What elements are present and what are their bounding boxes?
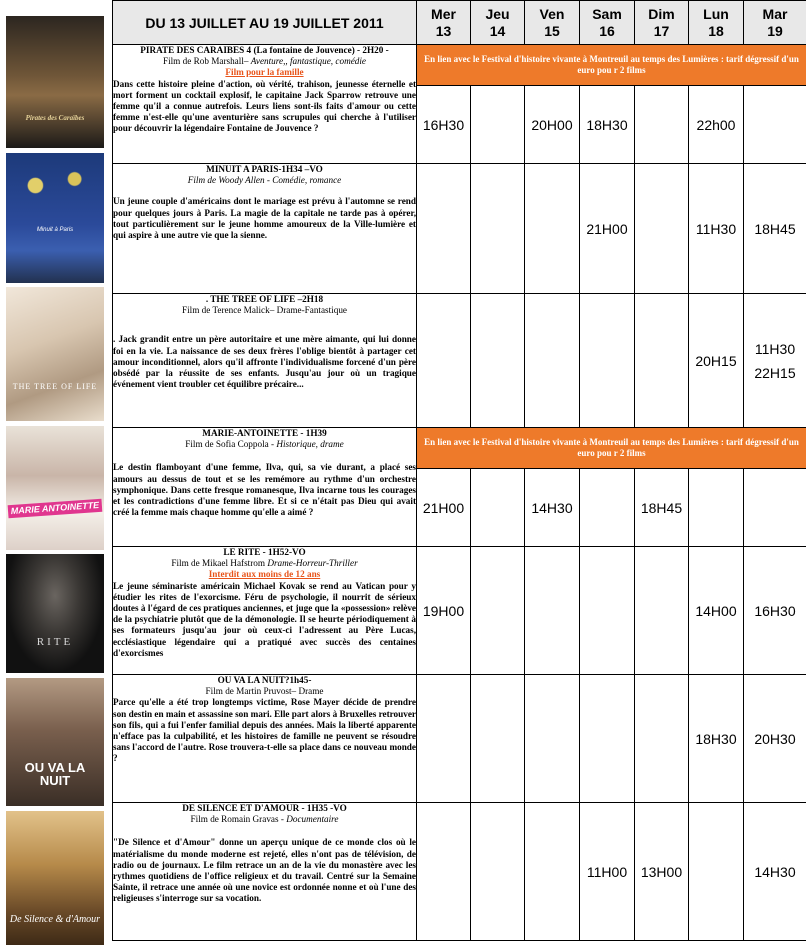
film-description	[113, 803, 417, 941]
film-synopsis: Dans cette histoire pleine d'action, où vérité, trahison, jeunesse éternelle et mort forment un cocktail explosif, le capitaine Jack Sparrow retrouve une femme qu'il a connue autrefois. Leurs liens sont-ils faits d'amour ou cette femme n'est-elle qu'une aventurière sans scrupules qui cherche à l'utiliser pour découvrir la légendaire Fontaine de Jouvence ?	[113, 78, 416, 134]
showtime: 11H00	[580, 803, 635, 941]
film-synopsis: Le destin flamboyant d'une femme, Ilva, qui, sa vie durant, a placé ses amours au dessus de tout et se les remémore au rythme d'un orchestre symphonique. Dans cette fresque romanesque, Ilva incarne tous les courages et les contradictions d'une femme libre. Et si ce n'était pas Dieu qui avait créé la femme mais chaque homme qu'elle a aimé ?	[113, 462, 416, 518]
showtime	[471, 294, 525, 428]
showtime	[635, 675, 689, 803]
film-note: Interdit aux moins de 12 ans	[208, 569, 321, 580]
poster-ou-va-la-nuit: OU VA LA NUIT	[6, 678, 104, 806]
showtime	[580, 675, 635, 803]
showtime	[471, 86, 525, 164]
showtime	[744, 469, 806, 547]
film-title: MINUIT A PARIS-1H34 –VO	[206, 164, 323, 174]
film-row-minuit	[113, 164, 806, 294]
day-header-ven: Ven 15	[525, 1, 580, 45]
film-row-le-rite	[113, 547, 806, 675]
poster-pirates: Pirates des Caraïbes	[6, 16, 104, 148]
showtime	[417, 803, 471, 941]
showtime: 13H00	[635, 803, 689, 941]
showtime: 14H30	[744, 803, 806, 941]
film-synopsis: Un jeune couple d'américains dont le mariage est prévu à l'automne se rend pour quelques jours à Paris. La magie de la capitale ne tarde pas à opérer, tout particulièrement sur le jeune homme amoureux de la Ville-lumière et qui aspire à une autre vie que la sienne.	[113, 196, 416, 241]
showtime	[635, 164, 689, 294]
film-title: DE SILENCE ET D'AMOUR - 1H35 -VO	[182, 803, 347, 813]
day-header-mer: Mer 13	[417, 1, 471, 45]
film-description	[113, 675, 417, 803]
showtime: 20H30	[744, 675, 806, 803]
showtime	[689, 469, 744, 547]
day-header-lun: Lun 18	[689, 1, 744, 45]
film-description	[113, 547, 417, 675]
schedule-table	[112, 0, 806, 941]
film-title: LE RITE - 1H52-VO	[223, 547, 306, 557]
showtime: 16H30	[744, 547, 806, 675]
film-director: Film de Martin Pruvost– Drame	[205, 686, 324, 697]
film-synopsis: . Jack grandit entre un père autoritaire et une mère aimante, qui lui donne foi en la vie. La naissance de ses deux frères l'oblige bientôt à partager cet amour inconditionnel, alors qu'il affronte l'individualisme forcené d'un père obsédé par la réussite de ses enfants. Jusqu'au jour où un tragique événement vient troubler cet équilibre précaire...	[113, 334, 416, 390]
film-synopsis: Le jeune séminariste américain Michael Kovak se rend au Vatican pour y étudier les rites de l'exorcisme. Féru de psychologie, il nourrit de sérieux doutes à l'égard de ces pratiques anciennes, et juge que la «possession» relève de la psychiatrie plutôt que de la démonologie. Il se heurte périodiquement à ses formateurs jusqu'au jour où ceux-ci l'adressent au Père Lucas, ecclésiastique légendaire qui a pratiqué avec succès des centaines d'exorcismes	[113, 580, 416, 658]
film-description	[113, 45, 417, 164]
showtime	[471, 675, 525, 803]
film-description	[113, 428, 417, 547]
showtime	[471, 547, 525, 675]
film-row-marie-antoinette	[113, 428, 806, 469]
film-title: PIRATE DES CARAIBES 4 (La fontaine de Jouvence) - 2H20 -	[140, 45, 389, 55]
date-range: DU 13 JUILLET AU 19 JUILLET 2011	[113, 1, 417, 45]
film-director: Film de Sofia Coppola - Historique, drame	[185, 439, 344, 450]
poster-tree-of-life: THE TREE OF LIFE	[6, 287, 104, 421]
showtime	[417, 675, 471, 803]
film-title: . THE TREE OF LIFE –2H18	[205, 294, 324, 304]
header-row	[113, 1, 806, 45]
film-note: Film pour la famille	[225, 67, 304, 78]
showtime: 18H30	[580, 86, 635, 164]
showtime: 18H45	[635, 469, 689, 547]
showtime: 14H30	[525, 469, 580, 547]
film-synopsis: "De Silence et d'Amour" donne un aperçu unique de ce monde clos où le matérialisme du monde moderne est rejeté, elles n'ont pas de télévision, de radio ou de journaux. Le film retrace un an de la vie du monastère avec les rythmes quotidiens de l'office religieux et du travail. Centré sur la Semaine Sainte, il retrace une année où une novice est ordonnée nonne et où l'une des religieuses s'interroge sur sa vocation.	[113, 837, 416, 904]
showtime	[525, 547, 580, 675]
showtime: 11H30	[689, 164, 744, 294]
festival-banner: En lien avec le Festival d'histoire vivante à Montreuil au temps des Lumières : tarif dégressif d'un euro pou r 2 films	[417, 45, 806, 86]
showtime	[689, 803, 744, 941]
day-header-mar: Mar 19	[744, 1, 806, 45]
festival-banner: En lien avec le Festival d'histoire vivante à Montreuil au temps des Lumières : tarif dégressif d'un euro pou r 2 films	[417, 428, 806, 469]
showtime: 14H00	[689, 547, 744, 675]
film-director: Film de Rob Marshall– Aventure,, fantastique, comédie	[162, 56, 367, 67]
film-director: Film de Romain Gravas - Documentaire	[190, 814, 339, 825]
showtime: 21H00	[417, 469, 471, 547]
film-director: Film de Woody Allen - Comédie, romance	[187, 175, 342, 186]
film-synopsis: Parce qu'elle a été trop longtemps victime, Rose Mayer décide de prendre son destin en main et assassine son mari. Elle part alors à Bruxelles retrouver son fils, qui a fui l'enfer familial depuis des années. Mais la liberté apparente n'efface pas la culpabilité, et les histoires de famille ne peuvent se résoudre sans l'accord de l'autre. Rose trouvera-t-elle sa place dans ce nouveau monde ?	[113, 697, 416, 764]
poster-column	[0, 0, 112, 949]
showtime	[471, 469, 525, 547]
showtime: 18H45	[744, 164, 806, 294]
showtime	[744, 86, 806, 164]
showtime	[580, 294, 635, 428]
film-row-ou-va-la-nuit	[113, 675, 806, 803]
film-title: OU VA LA NUIT?1h45-	[217, 675, 312, 685]
showtime	[580, 469, 635, 547]
showtime	[525, 803, 580, 941]
showtime	[471, 803, 525, 941]
showtime	[580, 547, 635, 675]
showtime	[525, 675, 580, 803]
showtime: 20H00	[525, 86, 580, 164]
film-description	[113, 294, 417, 428]
showtime	[635, 86, 689, 164]
film-description	[113, 164, 417, 294]
showtime	[471, 164, 525, 294]
showtime: 18H30	[689, 675, 744, 803]
poster-de-silence: De Silence & d'Amour	[6, 811, 104, 945]
showtime: 22h00	[689, 86, 744, 164]
showtime: 16H30	[417, 86, 471, 164]
poster-marie-antoinette: MARIE ANTOINETTE	[6, 426, 104, 550]
showtime: 20H15	[689, 294, 744, 428]
film-director: Film de Mikael Hafstrom Drame-Horreur-Thriller	[171, 558, 358, 569]
showtime	[417, 294, 471, 428]
showtime	[417, 164, 471, 294]
showtime-double: 11H30 22H15	[744, 294, 806, 428]
showtime: 19H00	[417, 547, 471, 675]
poster-minuit: Minuit à Paris	[6, 153, 104, 283]
film-row-pirates	[113, 45, 806, 86]
film-row-tree-of-life	[113, 294, 806, 428]
film-director: Film de Terence Malick– Drame-Fantastique	[181, 305, 348, 316]
showtime	[635, 547, 689, 675]
film-title: MARIE-ANTOINETTE - 1H39	[202, 428, 327, 438]
showtime	[525, 164, 580, 294]
poster-le-rite: RITE	[6, 554, 104, 673]
showtime: 21H00	[580, 164, 635, 294]
day-header-sam: Sam 16	[580, 1, 635, 45]
showtime	[635, 294, 689, 428]
day-header-jeu: Jeu 14	[471, 1, 525, 45]
film-row-de-silence	[113, 803, 806, 941]
showtime	[525, 294, 580, 428]
day-header-dim: Dim 17	[635, 1, 689, 45]
